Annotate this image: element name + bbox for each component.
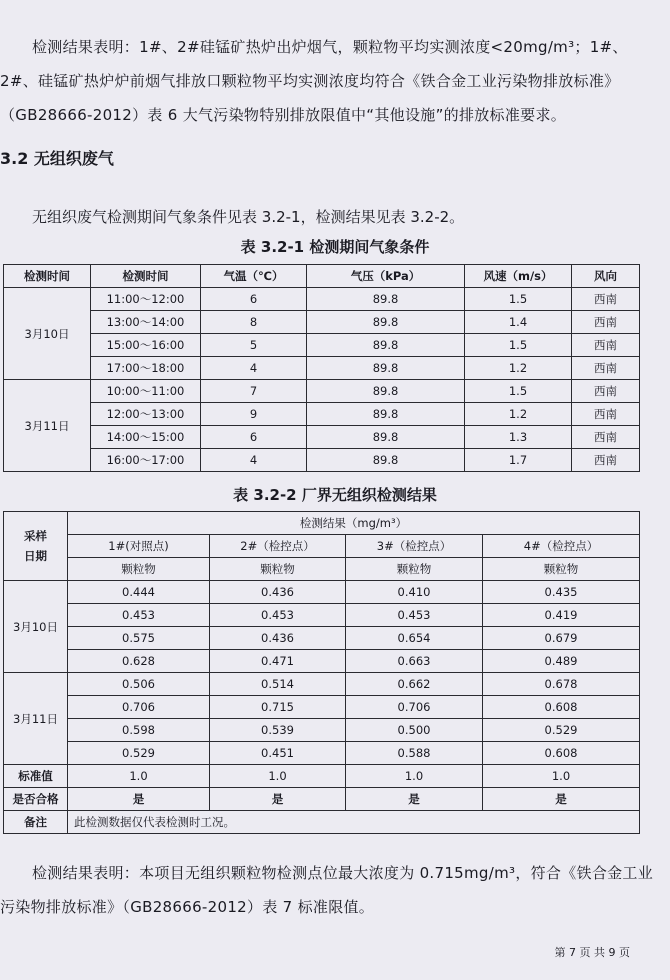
header-cell: 风向 bbox=[572, 265, 640, 288]
table2-caption: 表 3.2-2 厂界无组织检测结果 bbox=[233, 486, 437, 504]
table-row bbox=[4, 288, 640, 311]
value-cell: 0.662 bbox=[346, 673, 483, 696]
dir-cell: 西南 bbox=[572, 334, 640, 357]
value-cell: 0.706 bbox=[68, 696, 210, 719]
dir-cell: 西南 bbox=[572, 426, 640, 449]
time-cell: 14:00～15:00 bbox=[91, 426, 201, 449]
value-cell: 0.453 bbox=[346, 604, 483, 627]
header-cell: 检测时间 bbox=[4, 265, 91, 288]
dir-cell: 西南 bbox=[572, 311, 640, 334]
time-cell: 10:00～11:00 bbox=[91, 380, 201, 403]
point-header: 3#（检控点） bbox=[346, 535, 483, 558]
table-row bbox=[4, 604, 640, 627]
pressure-cell: 89.8 bbox=[307, 311, 465, 334]
value-cell: 0.436 bbox=[210, 581, 346, 604]
wind-cell: 1.7 bbox=[465, 449, 572, 472]
result-header: 检测结果（mg/m³） bbox=[68, 512, 640, 535]
value-cell: 0.679 bbox=[483, 627, 640, 650]
value-cell: 0.598 bbox=[68, 719, 210, 742]
pressure-cell: 89.8 bbox=[307, 288, 465, 311]
value-cell: 0.453 bbox=[68, 604, 210, 627]
table-header-row bbox=[4, 512, 640, 535]
wind-cell: 1.2 bbox=[465, 357, 572, 380]
value-cell: 0.608 bbox=[483, 696, 640, 719]
wind-cell: 1.5 bbox=[465, 334, 572, 357]
date-cell: 3月11日 bbox=[4, 380, 91, 472]
dir-cell: 西南 bbox=[572, 403, 640, 426]
value-cell: 0.715 bbox=[210, 696, 346, 719]
wind-cell: 1.2 bbox=[465, 403, 572, 426]
value-cell: 0.410 bbox=[346, 581, 483, 604]
time-cell: 15:00～16:00 bbox=[91, 334, 201, 357]
temp-cell: 5 bbox=[201, 334, 307, 357]
compliance-value: 是 bbox=[483, 788, 640, 811]
table-row bbox=[4, 650, 640, 673]
result-paragraph-2: 检测结果表明：本项目无组织颗粒物检测点位最大浓度为 0.715mg/m³，符合《铁合金工业污染物排放标准》（GB28666-2012）表 7 标准限值。 bbox=[0, 864, 654, 916]
pressure-cell: 89.8 bbox=[307, 403, 465, 426]
table-row bbox=[4, 696, 640, 719]
point-header: 1#(对照点) bbox=[68, 535, 210, 558]
temp-cell: 4 bbox=[201, 449, 307, 472]
value-cell: 0.706 bbox=[346, 696, 483, 719]
wind-cell: 1.5 bbox=[465, 288, 572, 311]
value-cell: 0.539 bbox=[210, 719, 346, 742]
time-cell: 16:00～17:00 bbox=[91, 449, 201, 472]
pressure-cell: 89.8 bbox=[307, 334, 465, 357]
dir-cell: 西南 bbox=[572, 380, 640, 403]
table-row bbox=[4, 334, 640, 357]
pollutant-header: 颗粒物 bbox=[483, 558, 640, 581]
time-cell: 11:00～12:00 bbox=[91, 288, 201, 311]
header-cell: 气温（℃） bbox=[201, 265, 307, 288]
temp-cell: 8 bbox=[201, 311, 307, 334]
dir-cell: 西南 bbox=[572, 449, 640, 472]
sample-date-header-line2: 日期 bbox=[24, 549, 47, 563]
value-cell: 0.678 bbox=[483, 673, 640, 696]
standard-value: 1.0 bbox=[346, 765, 483, 788]
pollutant-header: 颗粒物 bbox=[346, 558, 483, 581]
sample-date-header bbox=[4, 512, 68, 581]
temp-cell: 6 bbox=[201, 288, 307, 311]
remark-label: 备注 bbox=[4, 811, 68, 834]
table-header-row bbox=[4, 558, 640, 581]
value-cell: 0.419 bbox=[483, 604, 640, 627]
table-row bbox=[4, 357, 640, 380]
value-cell: 0.575 bbox=[68, 627, 210, 650]
particulate-results-table bbox=[3, 511, 640, 834]
point-header: 2#（检控点） bbox=[210, 535, 346, 558]
compliance-row bbox=[4, 788, 640, 811]
weather-table bbox=[3, 264, 640, 472]
value-cell: 0.453 bbox=[210, 604, 346, 627]
value-cell: 0.471 bbox=[210, 650, 346, 673]
date-cell: 3月11日 bbox=[4, 673, 68, 765]
compliance-value: 是 bbox=[210, 788, 346, 811]
date-cell: 3月10日 bbox=[4, 288, 91, 380]
wind-cell: 1.3 bbox=[465, 426, 572, 449]
page-number: 第 7 页 共 9 页 bbox=[554, 946, 630, 959]
value-cell: 0.514 bbox=[210, 673, 346, 696]
value-cell: 0.436 bbox=[210, 627, 346, 650]
value-cell: 0.654 bbox=[346, 627, 483, 650]
value-cell: 0.500 bbox=[346, 719, 483, 742]
value-cell: 0.506 bbox=[68, 673, 210, 696]
value-cell: 0.529 bbox=[68, 742, 210, 765]
pressure-cell: 89.8 bbox=[307, 449, 465, 472]
standard-row bbox=[4, 765, 640, 788]
value-cell: 0.444 bbox=[68, 581, 210, 604]
dir-cell: 西南 bbox=[572, 357, 640, 380]
value-cell: 0.435 bbox=[483, 581, 640, 604]
table-row bbox=[4, 311, 640, 334]
intro-paragraph: 无组织废气检测期间气象条件见表 3.2-1，检测结果见表 3.2-2。 bbox=[32, 208, 465, 226]
table-row bbox=[4, 742, 640, 765]
temp-cell: 7 bbox=[201, 380, 307, 403]
remark-text: 此检测数据仅代表检测时工况。 bbox=[68, 811, 640, 834]
section-heading: 3.2 无组织废气 bbox=[0, 149, 114, 168]
time-cell: 17:00～18:00 bbox=[91, 357, 201, 380]
pressure-cell: 89.8 bbox=[307, 380, 465, 403]
wind-cell: 1.4 bbox=[465, 311, 572, 334]
standard-value: 1.0 bbox=[210, 765, 346, 788]
table-row bbox=[4, 380, 640, 403]
compliance-value: 是 bbox=[346, 788, 483, 811]
standard-value: 1.0 bbox=[483, 765, 640, 788]
table-row bbox=[4, 627, 640, 650]
temp-cell: 9 bbox=[201, 403, 307, 426]
temp-cell: 4 bbox=[201, 357, 307, 380]
standard-value: 1.0 bbox=[68, 765, 210, 788]
point-header: 4#（检控点） bbox=[483, 535, 640, 558]
time-cell: 12:00～13:00 bbox=[91, 403, 201, 426]
table-row bbox=[4, 719, 640, 742]
header-cell: 风速（m/s） bbox=[465, 265, 572, 288]
value-cell: 0.451 bbox=[210, 742, 346, 765]
dir-cell: 西南 bbox=[572, 288, 640, 311]
pressure-cell: 89.8 bbox=[307, 357, 465, 380]
compliance-label: 是否合格 bbox=[4, 788, 68, 811]
table-row bbox=[4, 426, 640, 449]
table-row bbox=[4, 449, 640, 472]
table1-caption: 表 3.2-1 检测期间气象条件 bbox=[240, 238, 430, 256]
temp-cell: 6 bbox=[201, 426, 307, 449]
standard-label: 标准值 bbox=[4, 765, 68, 788]
value-cell: 0.608 bbox=[483, 742, 640, 765]
pressure-cell: 89.8 bbox=[307, 426, 465, 449]
table-row bbox=[4, 581, 640, 604]
wind-cell: 1.5 bbox=[465, 380, 572, 403]
pollutant-header: 颗粒物 bbox=[210, 558, 346, 581]
compliance-value: 是 bbox=[68, 788, 210, 811]
table-header-row bbox=[4, 265, 640, 288]
header-cell: 检测时间 bbox=[91, 265, 201, 288]
pollutant-header: 颗粒物 bbox=[68, 558, 210, 581]
table-row bbox=[4, 403, 640, 426]
value-cell: 0.663 bbox=[346, 650, 483, 673]
table-header-row bbox=[4, 535, 640, 558]
value-cell: 0.628 bbox=[68, 650, 210, 673]
remark-row bbox=[4, 811, 640, 834]
sample-date-header-line1: 采样 bbox=[24, 529, 47, 543]
date-cell: 3月10日 bbox=[4, 581, 68, 673]
value-cell: 0.529 bbox=[483, 719, 640, 742]
table-row bbox=[4, 673, 640, 696]
result-paragraph-1: 检测结果表明：1#、2#硅锰矿热炉出炉烟气，颗粒物平均实测浓度<20mg/m³；1#、2#、硅锰矿热炉炉前烟气排放口颗粒物平均实测浓度均符合《铁合金工业污染物排放标准》（GB28666-2012）表 6 大气污染物特别排放限值中“其他设施”的排放标准要求。 bbox=[0, 38, 628, 124]
header-cell: 气压（kPa） bbox=[307, 265, 465, 288]
value-cell: 0.588 bbox=[346, 742, 483, 765]
time-cell: 13:00～14:00 bbox=[91, 311, 201, 334]
value-cell: 0.489 bbox=[483, 650, 640, 673]
